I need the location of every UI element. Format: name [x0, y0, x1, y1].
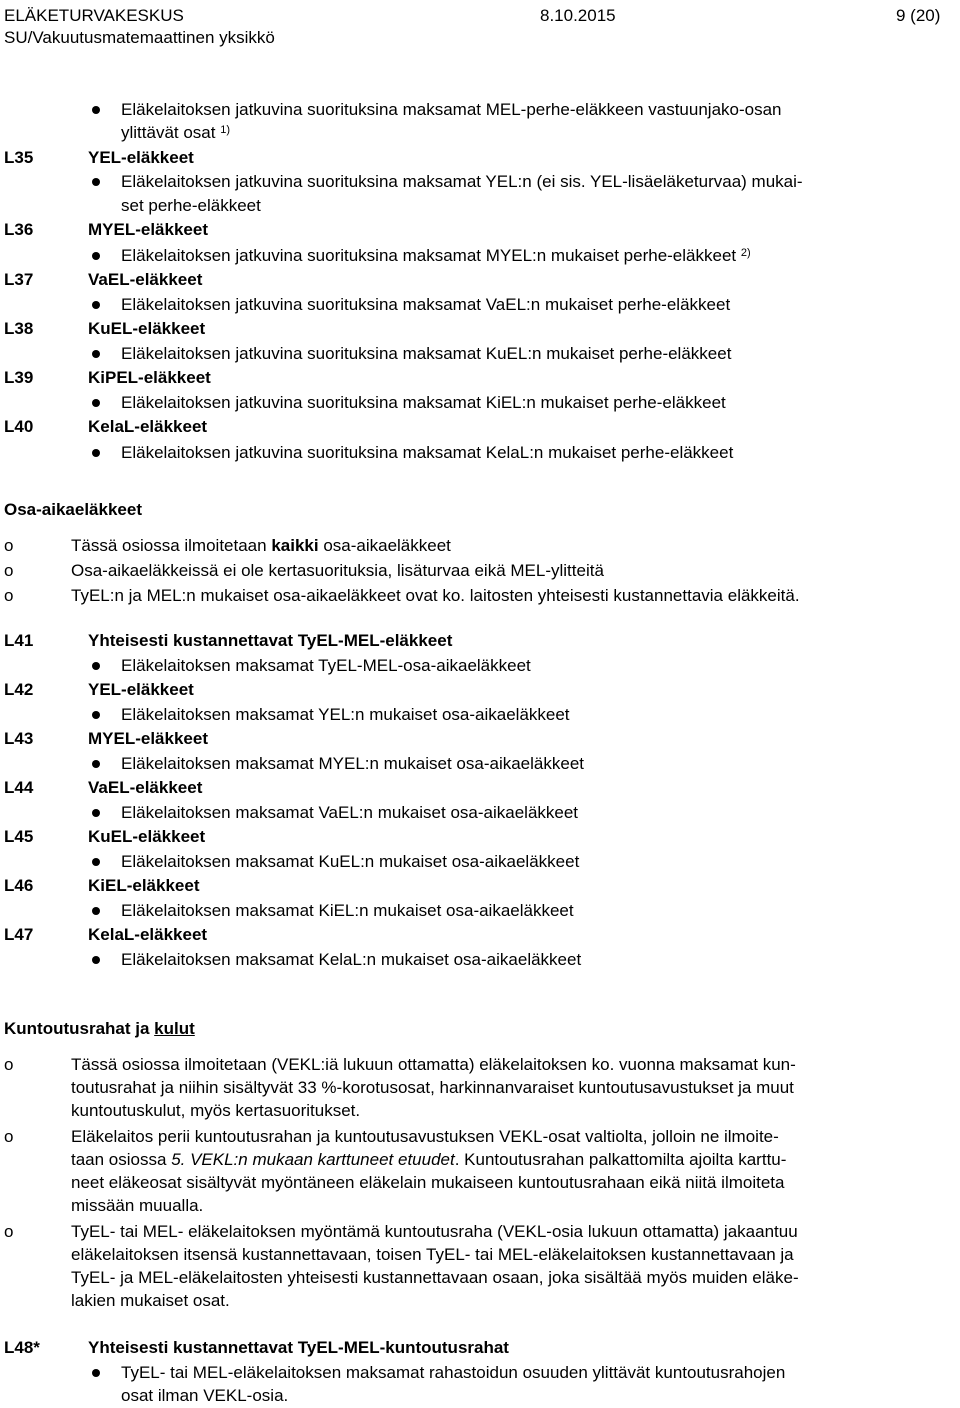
section-title: KiEL-eläkkeet	[88, 876, 200, 895]
section-title: KuEL-eläkkeet	[88, 319, 206, 338]
bullet-icon	[92, 399, 100, 407]
bullet-icon	[92, 1369, 100, 1377]
bullet-icon	[92, 106, 100, 114]
list-item: Eläkelaitoksen maksamat KuEL:n mukaiset osa-aikaeläkkeet	[121, 852, 580, 871]
row-code: L44	[4, 778, 34, 797]
bullet-icon	[92, 858, 100, 866]
bullet-icon	[92, 956, 100, 964]
info-item-continuation: lakien mukaiset osat.	[71, 1291, 230, 1310]
section-reference: 5. VEKL:n mukaan karttuneet etuudet	[171, 1150, 455, 1169]
info-item: Eläkelaitos perii kuntoutusrahan ja kuntoutusavustuksen VEKL-osat valtiolta, jolloin ne ilmoite-	[71, 1127, 779, 1146]
info-item: Tässä osiossa ilmoitetaan kaikki osa-aikaeläkkeet	[71, 536, 451, 555]
info-item-continuation: taan osiossa 5. VEKL:n mukaan karttuneet etuudet. Kuntoutusrahan palkattomilta ajoilta karttu-	[71, 1150, 787, 1169]
info-item: TyEL:n ja MEL:n mukaiset osa-aikaeläkkeet ovat ko. laitosten yhteisesti kustannettavia eläkkeitä.	[71, 586, 800, 605]
bullet-icon	[92, 252, 100, 260]
list-item: Eläkelaitoksen maksamat KiEL:n mukaiset osa-aikaeläkkeet	[121, 901, 574, 920]
circle-bullet-icon: o	[4, 1127, 14, 1146]
list-item: Eläkelaitoksen maksamat TyEL-MEL-osa-aikaeläkkeet	[121, 656, 531, 675]
list-item: Eläkelaitoksen maksamat MYEL:n mukaiset osa-aikaeläkkeet	[121, 754, 584, 773]
row-code: L40	[4, 417, 34, 436]
list-item: Eläkelaitoksen jatkuvina suorituksina maksamat YEL:n (ei sis. YEL-lisäeläketurvaa) mukai-	[121, 172, 803, 191]
header-unit: SU/Vakuutusmatemaattinen yksikkö	[4, 28, 275, 47]
section-heading: Osa-aikaeläkkeet	[4, 500, 142, 519]
bullet-icon	[92, 301, 100, 309]
footnote-ref: 2)	[740, 247, 751, 259]
circle-bullet-icon: o	[4, 586, 14, 605]
info-item-continuation: kuntoutuskulut, myös kertasuoritukset.	[71, 1101, 361, 1120]
bullet-icon	[92, 449, 100, 457]
row-code: L41	[4, 631, 34, 650]
info-item-continuation: missään muualla.	[71, 1196, 204, 1215]
section-title: YEL-eläkkeet	[88, 680, 194, 699]
info-item: TyEL- tai MEL- eläkelaitoksen myöntämä kuntoutusraha (VEKL-osia lukuun ottamatta) jakaantuu	[71, 1222, 798, 1241]
list-item: TyEL- tai MEL-eläkelaitoksen maksamat rahastoidun osuuden ylittävät kuntoutusrahojen	[121, 1363, 786, 1382]
info-item: Osa-aikaeläkkeissä ei ole kertasuorituksia, lisäturvaa eikä MEL-ylitteitä	[71, 561, 604, 580]
row-code: L38	[4, 319, 34, 338]
list-item: Eläkelaitoksen jatkuvina suorituksina maksamat MYEL:n mukaiset perhe-eläkkeet $^{2)}$	[121, 246, 751, 265]
section-title: VaEL-eläkkeet	[88, 778, 203, 797]
section-title: MYEL-eläkkeet	[88, 729, 208, 748]
list-item: Eläkelaitoksen jatkuvina suorituksina maksamat KiEL:n mukaiset perhe-eläkkeet	[121, 393, 726, 412]
info-item-continuation: eläkelaitoksen itsensä kustannettavaan, toisen TyEL- tai MEL-eläkelaitoksen kustannettavaan ja	[71, 1245, 794, 1264]
header-organization: ELÄKETURVAKESKUS	[4, 6, 184, 25]
section-title: YEL-eläkkeet	[88, 148, 194, 167]
row-code: L39	[4, 368, 34, 387]
bullet-icon	[92, 178, 100, 186]
circle-bullet-icon: o	[4, 536, 14, 555]
section-title: Yhteisesti kustannettavat TyEL-MEL-kuntoutusrahat	[88, 1338, 509, 1357]
list-item-continuation: ylittävät osat $^{1)}$	[121, 123, 231, 142]
row-code: L45	[4, 827, 34, 846]
circle-bullet-icon: o	[4, 1222, 14, 1241]
list-item: Eläkelaitoksen jatkuvina suorituksina maksamat KelaL:n mukaiset perhe-eläkkeet	[121, 443, 734, 462]
footnote-ref: 1)	[220, 124, 231, 136]
row-code: L48*	[4, 1338, 40, 1357]
row-code: L37	[4, 270, 34, 289]
list-item: Eläkelaitoksen jatkuvina suorituksina maksamat VaEL:n mukaiset perhe-eläkkeet	[121, 295, 731, 314]
info-item-continuation: neet eläkeosat sisältyvät myöntäneen eläkelain mukaiseen kuntoutusrahaan eikä niitä ilmoiteta	[71, 1173, 785, 1192]
header-page-number: 9 (20)	[896, 6, 941, 25]
bullet-icon	[92, 907, 100, 915]
info-item: Tässä osiossa ilmoitetaan (VEKL:iä lukuun ottamatta) eläkelaitoksen ko. vuonna maksamat kun-	[71, 1055, 796, 1074]
row-code: L47	[4, 925, 34, 944]
header-date: 8.10.2015	[540, 6, 616, 25]
list-item: Eläkelaitoksen maksamat VaEL:n mukaiset osa-aikaeläkkeet	[121, 803, 579, 822]
section-title: KelaL-eläkkeet	[88, 417, 208, 436]
row-code: L35	[4, 148, 34, 167]
list-item: Eläkelaitoksen maksamat KelaL:n mukaiset osa-aikaeläkkeet	[121, 950, 582, 969]
list-item: Eläkelaitoksen maksamat YEL:n mukaiset osa-aikaeläkkeet	[121, 705, 570, 724]
section-title: KelaL-eläkkeet	[88, 925, 208, 944]
section-title: VaEL-eläkkeet	[88, 270, 203, 289]
row-code: L42	[4, 680, 34, 699]
bullet-icon	[92, 350, 100, 358]
list-item: Eläkelaitoksen jatkuvina suorituksina maksamat MEL-perhe-eläkkeen vastuunjako-osan	[121, 100, 782, 119]
info-item-continuation: TyEL- ja MEL-eläkelaitosten yhteisesti kustannettavaan osaan, joka sisältää myös muiden eläke-	[71, 1268, 799, 1287]
circle-bullet-icon: o	[4, 1055, 14, 1074]
list-item: Eläkelaitoksen jatkuvina suorituksina maksamat KuEL:n mukaiset perhe-eläkkeet	[121, 344, 732, 363]
bullet-icon	[92, 662, 100, 670]
section-title: KiPEL-eläkkeet	[88, 368, 211, 387]
bullet-icon	[92, 760, 100, 768]
bullet-icon	[92, 711, 100, 719]
list-item-continuation: set perhe-eläkkeet	[121, 196, 261, 215]
row-code: L43	[4, 729, 34, 748]
section-title: MYEL-eläkkeet	[88, 220, 208, 239]
row-code: L46	[4, 876, 34, 895]
section-title: KuEL-eläkkeet	[88, 827, 206, 846]
list-item-continuation: osat ilman VEKL-osia.	[121, 1386, 289, 1405]
info-item-continuation: toutusrahat ja niihin sisältyvät 33 %-korotusosat, harkinnanvaraiset kuntoutusavustukset ja muut	[71, 1078, 794, 1097]
row-code: L36	[4, 220, 34, 239]
bullet-icon	[92, 809, 100, 817]
section-heading: Kuntoutusrahat ja kulut	[4, 1019, 195, 1038]
circle-bullet-icon: o	[4, 561, 14, 580]
section-title: Yhteisesti kustannettavat TyEL-MEL-eläkkeet	[88, 631, 453, 650]
